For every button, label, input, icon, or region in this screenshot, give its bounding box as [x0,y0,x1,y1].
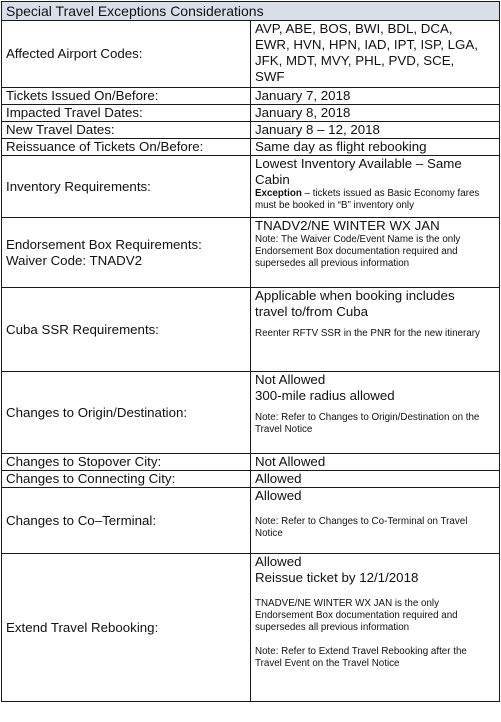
value-text: TNADV2/NE WINTER WX JAN [255,218,440,233]
value-text: Allowed [255,554,302,569]
exception-label: Exception [255,188,302,199]
table-row [2,488,500,554]
row-value [251,156,500,218]
row-value: January 8 – 12, 2018 [251,122,500,139]
value-text: Not Allowed [255,372,326,387]
row-label: Cuba SSR Requirements: [2,288,251,372]
table-row [2,372,500,454]
table-header-row [2,2,500,21]
row-label: Reissuance of Tickets On/Before: [2,139,251,156]
table-row [2,88,500,105]
table-row [2,554,500,702]
row-value [251,218,500,288]
table-row [2,288,500,372]
row-label: Changes to Stopover City: [2,454,251,471]
row-label: Changes to Connecting City: [2,471,251,488]
row-label: Impacted Travel Dates: [2,105,251,122]
value-note: Note: The Waiver Code/Event Name is the only Endorsement Box documentation required and supersedes all previous information [255,234,461,269]
value-text: Allowed [255,488,302,503]
row-value: Allowed [251,471,500,488]
row-value [251,372,500,454]
value-text-2: Reissue ticket by 12/1/2018 [255,570,419,585]
value-note-2: Note: Refer to Extend Travel Rebooking after the Travel Event on the Travel Notice [255,646,467,669]
table-row [2,105,500,122]
table-row [2,454,500,471]
row-label-line2: Waiver Code: TNADV2 [6,252,142,268]
value-note: Reenter RFTV SSR in the PNR for the new itinerary [255,328,480,339]
row-label: Extend Travel Rebooking: [2,554,251,702]
table-row [2,218,500,288]
table-row [2,139,500,156]
value-note: TNADVE/NE WINTER WX JAN is the only Endorsement Box documentation required and supersedes all previous information [255,598,458,633]
value-text: Applicable when booking includes travel to/from Cuba [255,288,455,319]
value-text-2: 300-mile radius allowed [255,388,395,403]
table-row [2,156,500,218]
row-value: Same day as flight rebooking [251,139,500,156]
row-value [251,488,500,554]
row-label: New Travel Dates: [2,122,251,139]
row-value [251,554,500,702]
value-note: Note: Refer to Changes to Origin/Destination on the Travel Notice [255,412,480,435]
row-label: Tickets Issued On/Before: [2,88,251,105]
row-value: January 7, 2018 [251,88,500,105]
table-row [2,471,500,488]
row-label: Changes to Co–Terminal: [2,488,251,554]
exceptions-table [1,1,500,702]
exception-text: – tickets issued as Basic Economy fares must be booked in “B” inventory only [255,188,480,211]
value-text: Lowest Inventory Available – Same Cabin [255,156,462,187]
row-label-line1: Endorsement Box Requirements: [6,236,202,252]
row-value [251,288,500,372]
table-row [2,122,500,139]
row-label: Inventory Requirements: [2,156,251,218]
table-title: Special Travel Exceptions Considerations [2,2,500,21]
value-note: Note: Refer to Changes to Co-Terminal on Travel Notice [255,516,468,539]
exception-note [255,188,495,212]
table-row [2,21,500,88]
row-value: January 8, 2018 [251,105,500,122]
row-value: AVP, ABE, BOS, BWI, BDL, DCA, EWR, HVN, HPN, IAD, IPT, ISP, LGA, JFK, MDT, MVY, PHL, PVD, SCE, SWF [251,21,500,88]
row-value: Not Allowed [251,454,500,471]
row-label: Affected Airport Codes: [2,21,251,88]
row-label [2,218,251,288]
row-label: Changes to Origin/Destination: [2,372,251,454]
